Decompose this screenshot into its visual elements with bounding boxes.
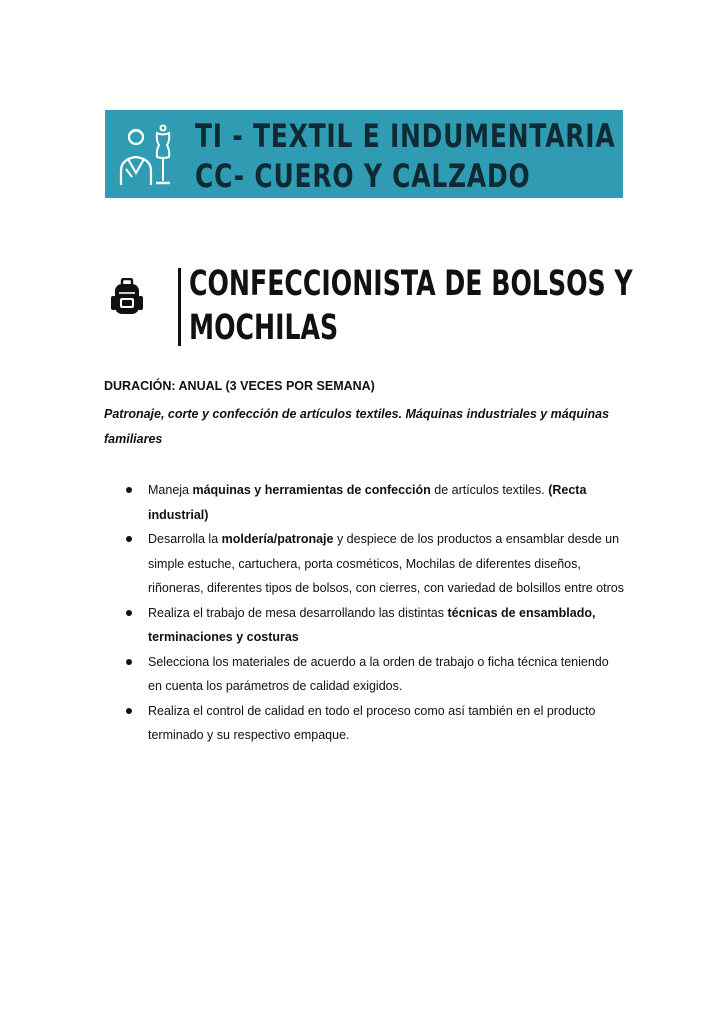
bullet-icon (126, 610, 132, 616)
list-item: Selecciona los materiales de acuerdo a la orden de trabajo o ficha técnica teniendo en cuenta los parámetros de calidad exigidos. (104, 650, 624, 699)
bullet-icon (126, 659, 132, 665)
banner-title (195, 116, 615, 196)
list-item: Realiza el trabajo de mesa desarrollando las distintas técnicas de ensamblado, terminaciones y costuras (104, 601, 624, 650)
list-item: Desarrolla la moldería/patronaje y despiece de los productos a ensamblar desde un simple estuche, cartuchera, porta cosméticos, Mochilas de diferentes diseños, riñoneras, diferentes tipos de bolsos, con cierres, con variedad de bolsillos entre otros (104, 527, 624, 601)
list-item: Realiza el control de calidad en todo el proceso como así también en el producto terminado y su respectivo empaque. (104, 699, 624, 748)
course-title (189, 262, 633, 350)
course-skills-list (104, 478, 624, 748)
backpack-icon (110, 278, 144, 316)
course-duration: DURACIÓN: ANUAL (3 VECES POR SEMANA) (104, 379, 375, 393)
tailor-mannequin-icon (118, 123, 178, 187)
course-subtitle: Patronaje, corte y confección de artículos textiles. Máquinas industriales y máquinas familiares (104, 407, 610, 446)
banner-line-textil: TI - TEXTIL E INDUMENTARIA (195, 117, 616, 155)
list-item: Maneja máquinas y herramientas de confección de artículos textiles. (Recta industrial) (104, 478, 624, 527)
banner-line-cuero: CC- CUERO Y CALZADO (195, 157, 531, 195)
heading-divider (178, 268, 181, 346)
bullet-icon (126, 708, 132, 714)
course-title-line2: MOCHILAS (189, 308, 339, 348)
bullet-icon (126, 536, 132, 542)
category-banner (105, 110, 623, 198)
course-title-line1: CONFECCIONISTA DE BOLSOS Y (189, 264, 633, 304)
bullet-icon (126, 487, 132, 493)
